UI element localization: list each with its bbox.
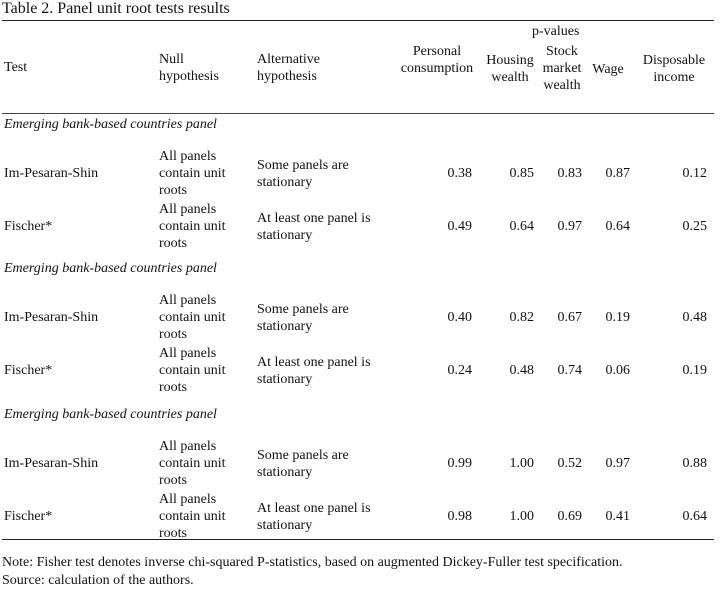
row-value-housing-wealth: 0.48 [509, 363, 534, 378]
header-stock-market-wealth: Stock market wealth [542, 44, 582, 93]
row-value-personal-consumption: 0.40 [447, 310, 472, 325]
row-alternative-hypothesis: At least one panel is stationary [257, 211, 371, 243]
row-value-personal-consumption: 0.99 [447, 456, 472, 471]
row-null-hypothesis: All panels contain unit roots [159, 439, 226, 488]
row-value-wage: 0.19 [605, 310, 630, 325]
header-housing-wealth: Housing wealth [486, 53, 534, 85]
row-value-stock-market-wealth: 0.52 [557, 456, 582, 471]
row-null-hypothesis: All panels contain unit roots [159, 293, 226, 342]
row-null-hypothesis: All panels contain unit roots [159, 202, 226, 251]
row-value-housing-wealth: 0.64 [509, 219, 534, 234]
row-value-personal-consumption: 0.49 [447, 219, 472, 234]
row-test-name: Fischer* [4, 363, 53, 378]
row-value-disposable-income: 0.19 [682, 363, 707, 378]
row-value-wage: 0.64 [605, 219, 630, 234]
row-value-disposable-income: 0.88 [682, 456, 707, 471]
header-null-hypothesis: Null hypothesis [159, 52, 219, 84]
table-title: Table 2. Panel unit root tests results [2, 0, 230, 17]
row-value-disposable-income: 0.12 [682, 166, 707, 181]
row-value-wage: 0.41 [605, 509, 630, 524]
row-test-name: Im-Pesaran-Shin [4, 310, 99, 325]
row-null-hypothesis: All panels contain unit roots [159, 346, 226, 395]
row-value-housing-wealth: 0.85 [509, 166, 534, 181]
row-value-personal-consumption: 0.38 [447, 166, 472, 181]
row-value-disposable-income: 0.64 [682, 509, 707, 524]
header-wage: Wage [592, 62, 624, 77]
row-value-wage: 0.97 [605, 456, 630, 471]
row-value-disposable-income: 0.25 [682, 219, 707, 234]
row-test-name: Im-Pesaran-Shin [4, 456, 99, 471]
row-test-name: Fischer* [4, 219, 53, 234]
header-alternative-hypothesis: Alternative hypothesis [257, 52, 320, 84]
row-value-housing-wealth: 1.00 [509, 456, 534, 471]
row-value-housing-wealth: 1.00 [509, 509, 534, 524]
section-label: Emerging bank-based countries panel [4, 261, 217, 276]
table-note: Note: Fisher test denotes inverse chi-squared P-statistics, based on augmented Dickey-Fuller test specification. [2, 555, 623, 570]
row-null-hypothesis: All panels contain unit roots [159, 492, 226, 541]
row-value-stock-market-wealth: 0.74 [557, 363, 582, 378]
row-test-name: Fischer* [4, 509, 53, 524]
row-value-disposable-income: 0.48 [682, 310, 707, 325]
header-divider [2, 113, 714, 114]
row-value-stock-market-wealth: 0.69 [557, 509, 582, 524]
table-source: Source: calculation of the authors. [2, 573, 194, 588]
row-value-wage: 0.06 [605, 363, 630, 378]
row-value-personal-consumption: 0.98 [447, 509, 472, 524]
row-value-housing-wealth: 0.82 [509, 310, 534, 325]
header-test: Test [4, 60, 28, 75]
section-label: Emerging bank-based countries panel [4, 117, 217, 132]
row-value-personal-consumption: 0.24 [447, 363, 472, 378]
row-value-stock-market-wealth: 0.67 [557, 310, 582, 325]
row-alternative-hypothesis: At least one panel is stationary [257, 355, 371, 387]
section-label: Emerging bank-based countries panel [4, 407, 217, 422]
row-alternative-hypothesis: Some panels are stationary [257, 158, 349, 190]
row-value-stock-market-wealth: 0.83 [557, 166, 582, 181]
row-alternative-hypothesis: Some panels are stationary [257, 448, 349, 480]
row-value-stock-market-wealth: 0.97 [557, 219, 582, 234]
row-null-hypothesis: All panels contain unit roots [159, 149, 226, 198]
row-value-wage: 0.87 [605, 166, 630, 181]
row-alternative-hypothesis: Some panels are stationary [257, 302, 349, 334]
header-p-values: p-values [532, 24, 580, 39]
row-alternative-hypothesis: At least one panel is stationary [257, 501, 371, 533]
row-test-name: Im-Pesaran-Shin [4, 166, 99, 181]
header-disposable-income: Disposable income [642, 53, 706, 85]
header-personal-consumption: Personal consumption [400, 44, 474, 76]
results-table [2, 20, 714, 540]
